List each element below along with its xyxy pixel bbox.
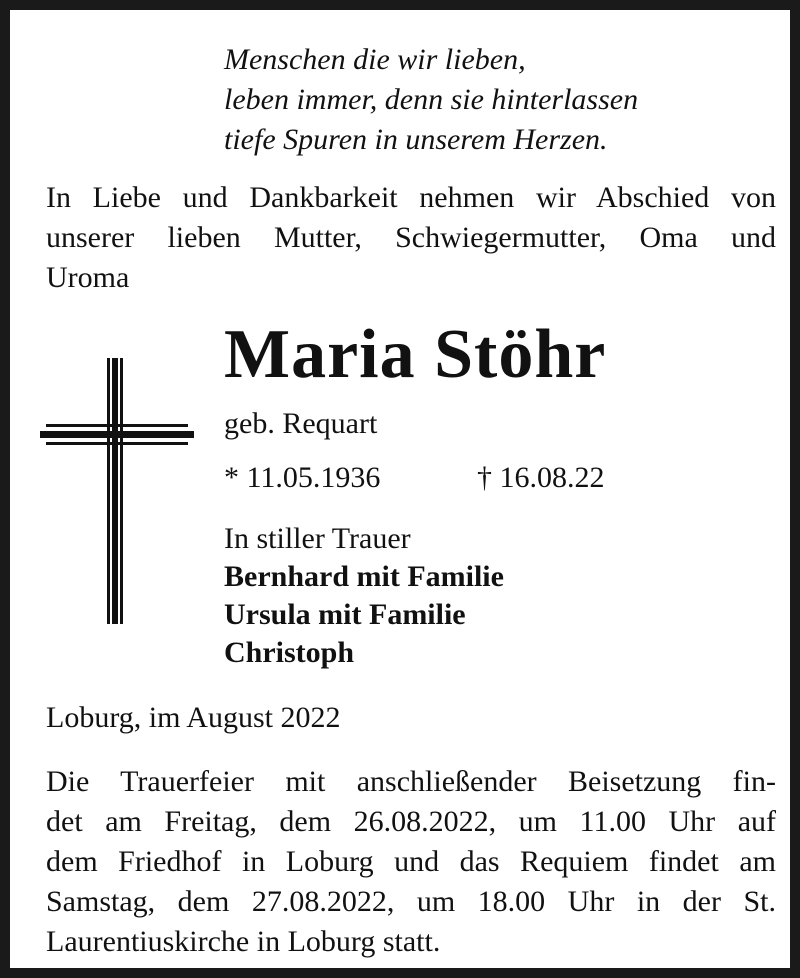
quote-line: leben immer, denn sie hinterlassen [224, 83, 639, 116]
ceremony-paragraph [46, 762, 776, 962]
mourner-name: Ursula mit Familie [224, 598, 466, 631]
cross-icon [40, 358, 194, 624]
deceased-name: Maria Stöhr [224, 316, 607, 393]
ceremony-line: dem Friedhof in Loburg und das Requiem findet am [46, 845, 776, 878]
mourner-name: Christoph [224, 636, 355, 669]
maiden-name: geb. Requart [224, 407, 378, 440]
intro-paragraph [46, 178, 776, 298]
intro-line: In Liebe und Dankbarkeit nehmen wir Abschied von [46, 181, 776, 214]
ceremony-line: Laurentiuskirche in Loburg statt. [46, 925, 441, 958]
place-and-date: Loburg, im August 2022 [46, 701, 341, 734]
death-date: † 16.08.22 [477, 461, 605, 494]
birth-date: * 11.05.1936 [224, 461, 381, 494]
memorial-quote [224, 40, 638, 160]
mourners-block [224, 520, 504, 672]
intro-line: Uroma [46, 261, 130, 294]
quote-line: tiefe Spuren in unserem Herzen. [224, 123, 608, 156]
quote-line: Menschen die wir lieben, [224, 43, 526, 76]
ceremony-line: det am Freitag, dem 26.08.2022, um 11.00 Uhr auf [46, 805, 776, 838]
intro-line: unserer lieben Mutter, Schwiegermutter, Oma und [46, 221, 776, 254]
mourners-heading: In stiller Trauer [224, 522, 411, 555]
ceremony-line: Die Trauerfeier mit anschließender Beisetzung fin- [46, 765, 776, 798]
ceremony-line: Samstag, dem 27.08.2022, um 18.00 Uhr in der St. [46, 885, 776, 918]
mourner-name: Bernhard mit Familie [224, 560, 504, 593]
